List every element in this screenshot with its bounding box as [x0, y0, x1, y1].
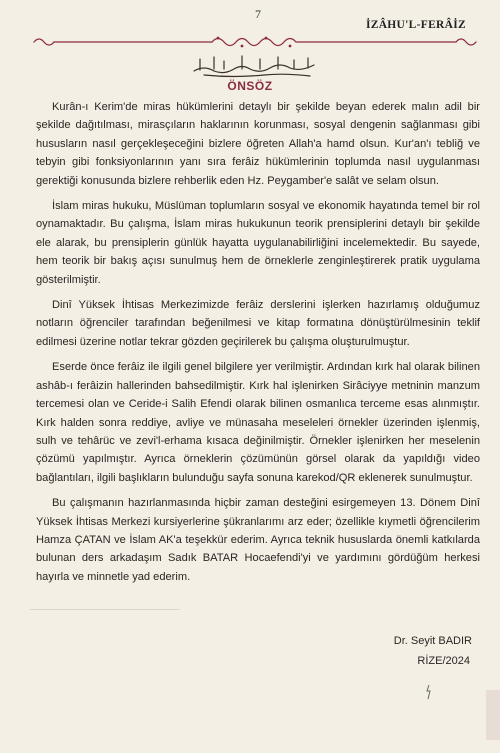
paragraph: Eserde önce ferâiz ile ilgili genel bilgilere yer verilmiştir. Ardından kırk hal olarak bilinen ashâb-ı ferâizin hallerinden bahsedilmiştir. Kırk hal işlenirken Sirâciyye metninin manzum tercemesi olan ve Ceride-i Salih Efendi olarak bilinen osmanlıca terceme esas alınmıştır. Kırk halden sonra reddiye, avliye ve münasaha meseleleri örnekler üzerinden işlenmiş, sulh ve tehârüc ve zevi'l-erhama kısaca değinilmiştir. Örnekler işlenirken her meselenin çözümü yapılmıştır. Ayrıca örneklerin çözümünün görsel olarak da yapıldığı video bağlantıları, ilgili başlıkların bulunduğu sayfa sonuna karekod/QR eklenerek sunulmuştur. — [36, 361, 480, 484]
basmala-calligraphy — [190, 53, 320, 79]
paragraph: Bu çalışmanın hazırlanmasında hiçbir zaman desteğini esirgemeyen 13. Dönem Dinî Yüksek İhtisas Merkezi kursiyerlerine şükranlarımı arz eder; özellikle kıymetli öğrencilerim Hamza ÇATAN ve İslam AK'a teşekkür ederim. Ayrıca teknik hususlarda önemli katkılarda bulunan ders arkadaşım Sadık BATAR Hocaefendi'yi ve yardımını gördüğüm herkesi hayırla ve minnetle yad ederim. — [36, 497, 480, 583]
place-date: RİZE/2024 — [417, 655, 470, 667]
author-name: Dr. Seyit BADIR — [393, 635, 472, 647]
ink-mark-icon — [425, 684, 433, 700]
paragraph: Dinî Yüksek İhtisas Merkezimizde ferâiz derslerini işlerken hazırlamış olduğumuz notların öğrenciler tarafından beğenilmesi ve kitap formatına dönüştürülmesinin teklif edilmesi üzerine notlar tekrar gözden geçirilerek bu çalışma oluşturulmuştur. — [36, 299, 480, 348]
running-title: İZÂHU'L-FERÂİZ — [365, 19, 466, 31]
show-through-rule — [30, 609, 180, 610]
page-edge-shadow — [486, 690, 500, 740]
paragraph: İslam miras hukuku, Müslüman toplumların sosyal ve ekonomik hayatında temel bir rol oynamaktadır. Bu çalışma, İslam miras hukukunun teorik prensiplerini detaylı bir şekilde ele alarak, bu prensiplerin günlük hayatta uygulanabilirliğini incelemektedir. Bu sayede, hem teorik bir bakış açısı sunulmuş hem de örneklerle zenginleştirerek pratik uygulama gösterilmiştir. — [36, 200, 480, 286]
header-ornament — [32, 32, 478, 48]
body-text — [36, 98, 480, 593]
signature-block — [394, 631, 472, 671]
page-number: 7 — [255, 7, 261, 21]
section-title: ÖNSÖZ — [227, 79, 273, 93]
paragraph: Kurân-ı Kerim'de miras hükümlerini detaylı bir şekilde beyan ederek malın adil bir şekilde dağıtılması, mirasçıların haklarının korunması, sosyal dengenin sağlanması gibi hususların nasıl gerçekleşeceğini bizlere öğreten Allah'a hamd olsun. Kur'an'ı tebliğ ve tebyin gibi fonksiyonlarının yanı sıra ferâiz hükümlerinin toplumda nasıl uygulanması gerektiği konusunda bizlere rehberlik eden Hz. Peygamber'e salât ve selam olsun. — [36, 101, 480, 187]
